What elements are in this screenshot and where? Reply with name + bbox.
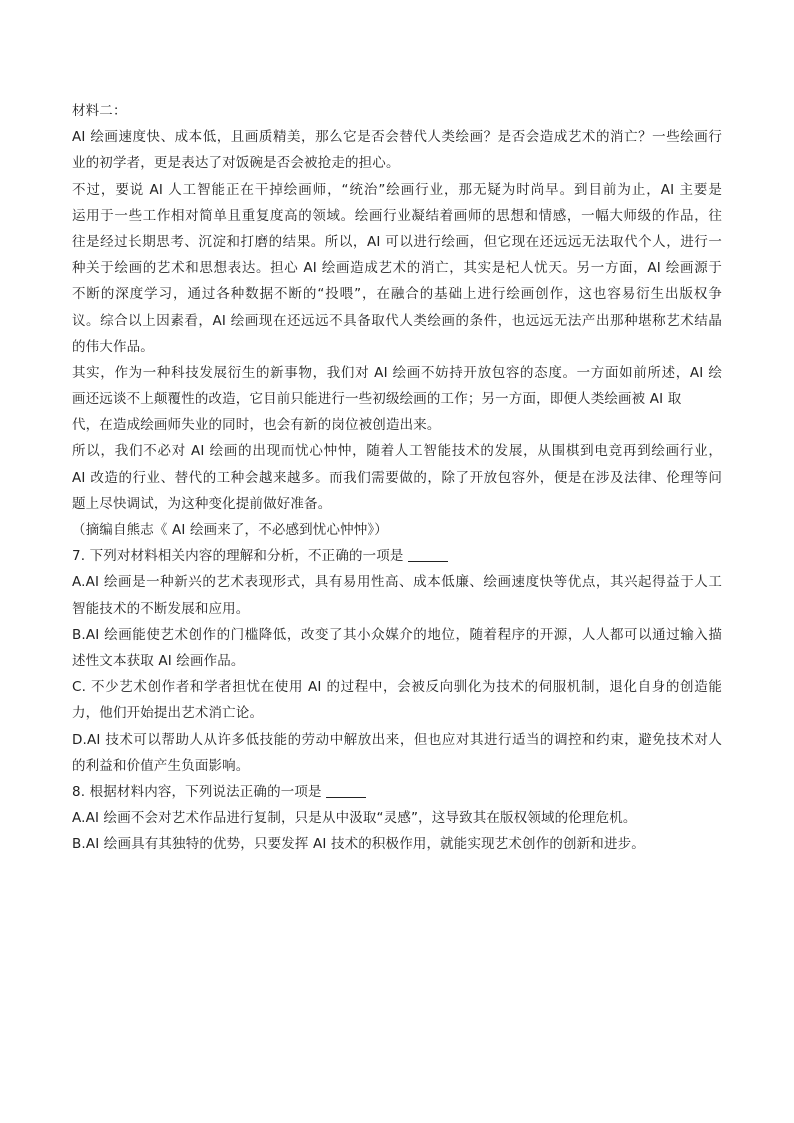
paragraph-1-line-2: 业的初学者，更是表达了对饭碗是否会被抢走的担心。 bbox=[72, 155, 400, 172]
paragraph-4-line-3: 题上尽快调试，为这种变化提前做好准备。 bbox=[72, 495, 332, 512]
question-7-option-d-line-2: 的利益和价值产生负面影响。 bbox=[72, 757, 250, 774]
question-8-option-b: B.AI 绘画具有其独特的优势，只要发挥 AI 技术的积极作用，就能实现艺术创作的创新和进步。 bbox=[72, 836, 645, 853]
paragraph-4-line-1: 所以，我们不必对 AI 绘画的出现而忧心忡忡，随着人工智能技术的发展，从围棋到电竞再到绘画行业， bbox=[72, 443, 722, 460]
question-7-option-a-line-1: A.AI 绘画是一种新兴的艺术表现形式，具有易用性高、成本低廉、绘画速度快等优点，其兴起得益于人工 bbox=[72, 574, 722, 591]
paragraph-1-line-1: AI 绘画速度快、成本低，且画质精美，那么它是否会替代人类绘画？是否会造成艺术的消亡？一些绘画行 bbox=[72, 129, 722, 146]
question-8-stem bbox=[72, 779, 722, 805]
paragraph-3-line-3: 代，在造成绘画师失业的同时，也会有新的岗位被创造出来。 bbox=[72, 417, 441, 434]
paragraph-3-line-2: 画还远谈不上颠覆性的改造，它目前只能进行一些初级绘画的工作；另一方面，即便人类绘画被 AI 取 bbox=[72, 391, 682, 408]
question-7-option-c-line-1: C. 不少艺术创作者和学者担忧在使用 AI 的过程中，会被反向驯化为技术的伺服机制，退化自身的创造能 bbox=[72, 679, 722, 696]
paragraph-2-line-7: 的伟大作品。 bbox=[72, 338, 154, 355]
question-7-stem bbox=[72, 543, 722, 569]
paragraph-2-line-4: 种关于绘画的艺术和思想表达。担心 AI 绘画造成艺术的消亡，其实是杞人忧天。另一方面，AI 绘画源于 bbox=[72, 260, 722, 277]
paragraph-2-line-6: 议。综合以上因素看，AI 绘画现在还远远不具备取代人类绘画的条件，也远远无法产出那种堪称艺术结晶 bbox=[72, 312, 722, 329]
answer-blank bbox=[408, 547, 448, 562]
answer-blank bbox=[326, 783, 366, 798]
question-7-option-b-line-2: 述性文本获取 AI 绘画作品。 bbox=[72, 652, 245, 669]
source-citation: （摘编自熊志《 AI 绘画来了，不必感到忧心忡忡》） bbox=[72, 522, 388, 538]
paragraph-2-line-2: 运用于一些工作相对简单且重复度高的领域。绘画行业凝结着画师的思想和情感，一幅大师级的作品，往 bbox=[72, 207, 722, 224]
question-7-option-b-line-1: B.AI 绘画能使艺术创作的门槛降低，改变了其小众媒介的地位，随着程序的开源，人人都可以通过输入描 bbox=[72, 626, 722, 643]
question-7-text: 7. 下列对材料相关内容的理解和分析，不正确的一项是 bbox=[72, 548, 404, 565]
paragraph-2-line-1: 不过，要说 AI 人工智能正在干掉绘画师，“统治”绘画行业，那无疑为时尚早。到目前为止，AI 主要是 bbox=[72, 181, 722, 198]
material-title: 材料二： bbox=[72, 103, 127, 119]
question-7-option-c-line-2: 力，他们开始提出艺术消亡论。 bbox=[72, 705, 264, 722]
paragraph-2-line-5: 不断的深度学习，通过各种数据不断的“投喂”，在融合的基础上进行绘画创作，这也容易衍生出版权争 bbox=[72, 286, 722, 303]
paragraph-3-line-1: 其实，作为一种科技发展衍生的新事物，我们对 AI 绘画不妨持开放包容的态度。一方面如前所述，AI 绘 bbox=[72, 364, 722, 381]
document-page bbox=[72, 98, 722, 857]
paragraph-2-line-3: 往是经过长期思考、沉淀和打磨的结果。所以，AI 可以进行绘画，但它现在还远远无法取代个人，进行一 bbox=[72, 233, 722, 250]
question-8-text: 8. 根据材料内容，下列说法正确的一项是 bbox=[72, 783, 322, 800]
question-8-option-a: A.AI 绘画不会对艺术作品进行复制，只是从中汲取“灵感”，这导致其在版权领域的伦理危机。 bbox=[72, 810, 637, 827]
question-7-option-a-line-2: 智能技术的不断发展和应用。 bbox=[72, 600, 250, 617]
question-7-option-d-line-1: D.AI 技术可以帮助人从许多低技能的劳动中解放出来，但也应对其进行适当的调控和约束，避免技术对人 bbox=[72, 731, 722, 748]
paragraph-4-line-2: AI 改造的行业、替代的工种会越来越多。而我们需要做的，除了开放包容外，便是在涉及法律、伦理等问 bbox=[72, 469, 722, 486]
